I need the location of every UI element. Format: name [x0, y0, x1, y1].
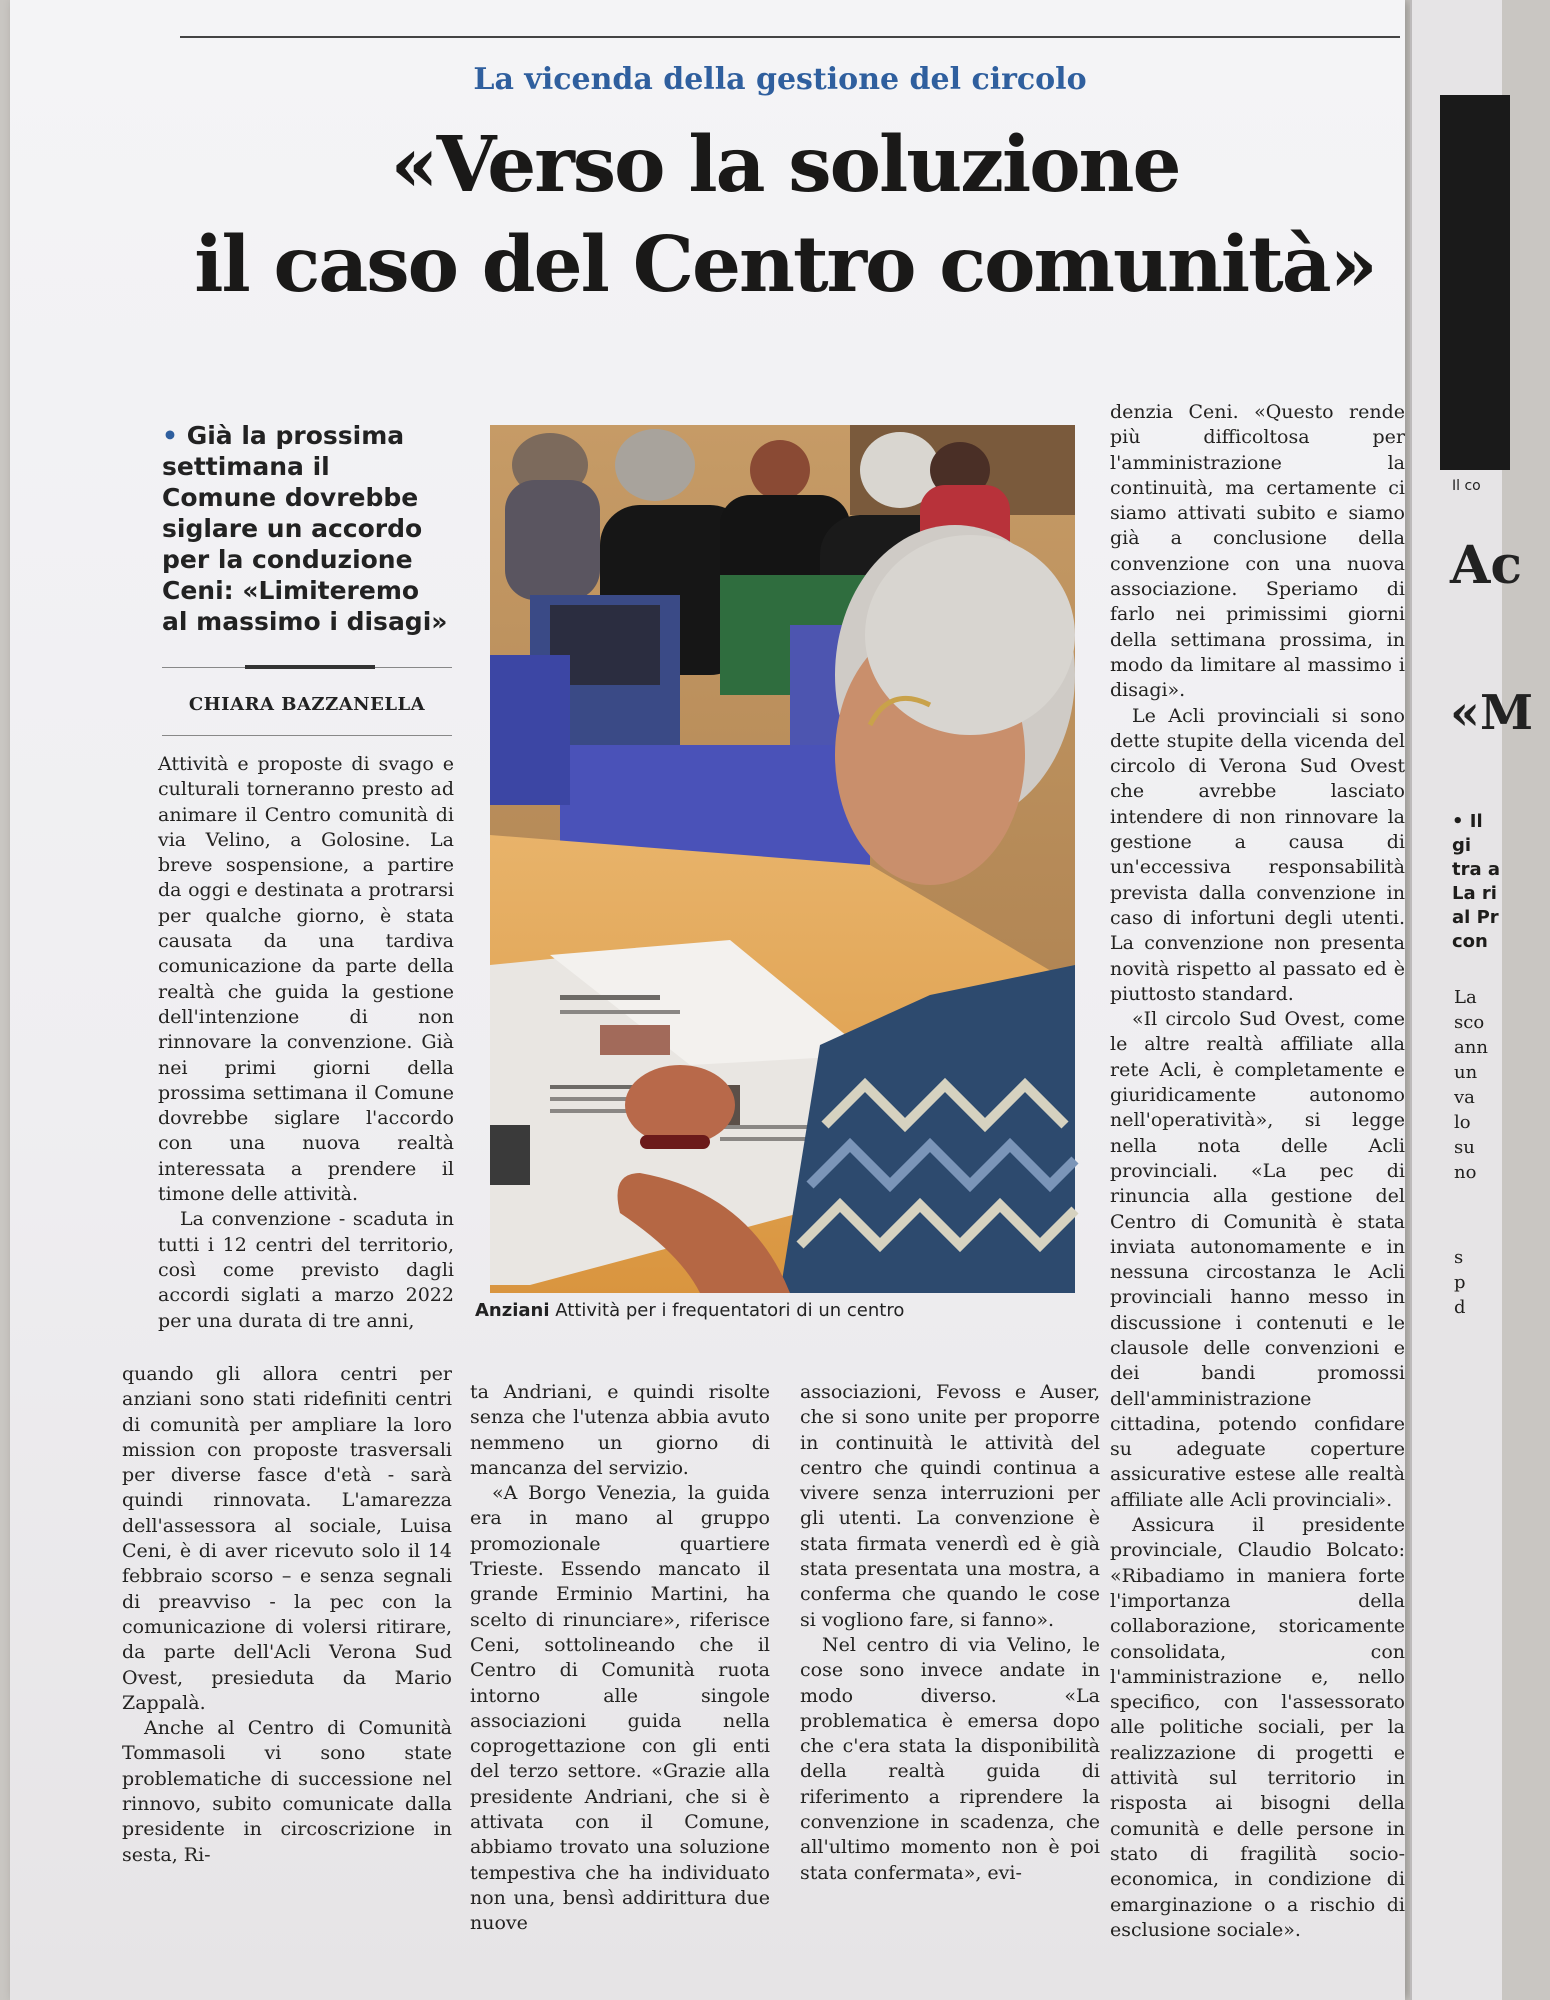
adjacent-quote: «M	[1450, 685, 1534, 741]
body-column-1-top	[158, 752, 454, 1334]
adjacent-subhead-line: con	[1452, 931, 1488, 952]
subheadline	[162, 420, 452, 637]
paragraph: Assicura il presidente provinciale, Claudio Bolcato: «Ribadiamo in maniera forte l'importanza della collaborazione, storicamente consolidata, con l'amministrazione e, nello specifico, con l'assessorato alle politiche sociali, per la realizzazione di progetti e attività sul territorio in risposta ai bisogni della comunità e delle persone in stato di fragilità socio-economica, in condizione di emarginazione o a rischio di esclusione sociale».	[1110, 1514, 1405, 1941]
adjacent-body-line: sco	[1454, 1012, 1485, 1033]
adjacent-headline: Ac	[1450, 535, 1523, 596]
adjacent-subhead-line: La ri	[1452, 883, 1497, 904]
paragraph: quando gli allora centri per anziani sono stati ridefiniti centri di comunità per ampliare la loro mission con proposte trasversali per diverse fasce d'età - sarà quindi rinnovata. L'amarezza dell'assessora al sociale, Luisa Ceni, è di aver ricevuto solo il 14 febbraio scorso – e senza segnali di preavviso - la pec con la comunicazione di volersi ritirare, da parte dell'Acli Verona Sud Ovest, presieduta da Mario Zappalà.	[122, 1363, 452, 1714]
newspaper-page	[10, 0, 1405, 2000]
headline	[160, 115, 1410, 315]
adjacent-body-line: p	[1454, 1272, 1466, 1293]
paragraph: associazioni, Fevoss e Auser, che si sono unite per proporre in continuità le attività del centro che quindi continua a vivere senza interruzioni per gli utenti. La convenzione è stata firmata venerdì ed è già stata presentata una mostra, a conferma che quando le cose si vogliono fare, si fanno».	[800, 1381, 1100, 1631]
adjacent-subhead-line: • Il gi	[1452, 811, 1483, 856]
adjacent-subhead-line: al Pr	[1452, 907, 1499, 928]
bullet-icon: •	[162, 421, 178, 450]
top-rule	[180, 36, 1400, 38]
adjacent-body-line: no	[1454, 1162, 1477, 1183]
paragraph: Anche al Centro di Comunità Tommasoli vi sono state problematiche di successione nel rinnovo, subito comunicate dalla presidente in circoscrizione in sesta, Ri-	[122, 1717, 452, 1866]
paragraph: Nel centro di via Velino, le cose sono invece andate in modo diverso. «La problematica è emersa dopo che c'era stata la disponibilità della realtà guida di riferimento a riprendere la convenzione in scadenza, che all'ultimo momento non è poi stata confermata», evi-	[800, 1633, 1100, 1884]
body-column-3	[800, 1380, 1100, 1886]
headline-line-1: «Verso la soluzione	[390, 120, 1180, 210]
caption-text: Attività per i frequentatori di un centro	[555, 1300, 905, 1321]
adjacent-body-line: un	[1454, 1062, 1478, 1083]
caption-label: Anziani	[475, 1300, 550, 1321]
paragraph: denzia Ceni. «Questo rende più difficoltosa per l'amministrazione la continuità, ma certamente ci siamo attivati subito e siamo già a conclusione della convenzione con una nuova associazione. Speriamo di farlo nei primissimi giorni della settimana prossima, in modo da limitare al massimo i disagi».	[1110, 401, 1405, 702]
paragraph: «Il circolo Sud Ovest, come le altre realtà affiliate alla rete Acli, è completamente e giuridicamente autonomo nell'operatività», si legge nella nota delle Acli provinciali. «La pec di rinuncia alla gestione del Centro di Comunità è stata inviata autonomamente e in nessuna circostanza le Acli provinciali hanno messo in discussione i contenuti e le clausole delle convenzioni e dei bandi promossi dell'amministrazione cittadina, potendo confidare su adeguate coperture assicurative estese alle realtà affiliate alle Acli provinciali».	[1110, 1008, 1405, 1511]
adjacent-body-line: d	[1454, 1297, 1466, 1318]
subheadline-text: Già la prossima settimana il Comune dovrebbe siglare un accordo per la conduzione Ceni: «Limiteremo al massimo i disagi»	[162, 421, 448, 636]
body-column-1-bottom	[122, 1362, 452, 1868]
paragraph: «A Borgo Venezia, la guida era in mano al gruppo promozionale quartiere Trieste. Essendo mancato il grande Erminio Martini, ha scelto di rinunciare», riferisce Ceni, sottolineando che il Centro di Comunità ruota intorno alle singole associazioni guida nella coprogettazione con gli enti del terzo settore. «Grazie alla presidente Andriani, che si è attivata con il Comune, abbiamo trovato una soluzione tempestiva che ha individuato non una, bensì addirittura due nuove	[470, 1482, 770, 1935]
paragraph: Le Acli provinciali si sono dette stupite della vicenda del circolo di Verona Sud Ovest che avrebbe lasciato intendere di non rinnovare la gestione a causa di un'eccessiva responsabilità prevista dalla convenzione in caso di infortuni degli utenti. La convenzione non presenta novità rispetto al passato ed è piuttosto standard.	[1110, 704, 1405, 1005]
body-column-2	[470, 1380, 770, 1937]
headline-line-2: il caso del Centro comunità»	[194, 220, 1376, 310]
adjacent-page	[1410, 0, 1534, 2000]
photo-elderly-reading-newspaper	[490, 425, 1075, 1293]
adjacent-body-line: su	[1454, 1137, 1475, 1158]
adjacent-body	[1454, 985, 1488, 1320]
adjacent-body-line: s	[1454, 1247, 1464, 1268]
adjacent-body-line: lo	[1454, 1112, 1471, 1133]
kicker: La vicenda della gestione del circolo	[473, 62, 1087, 97]
paragraph: Attività e proposte di svago e culturali torneranno presto ad animare il Centro comunità di via Velino, a Golosine. La breve sospensione, a partire da oggi e destinata a protrarsi per qualche giorno, è stata causata da una tardiva comunicazione da parte della realtà che guida la gestione dell'intenzione di non rinnovare la convenzione. Già nei primi giorni della prossima settimana il Comune dovrebbe siglare l'accordo con una nuova realtà interessata a prendere il timone delle attività.	[158, 753, 454, 1206]
adjacent-subhead	[1452, 810, 1502, 954]
divider-accent	[245, 665, 375, 669]
article-photo	[490, 425, 1075, 1293]
adjacent-photo	[1440, 95, 1510, 470]
adjacent-subhead-line: tra a	[1452, 859, 1501, 880]
photo-caption	[475, 1300, 1095, 1321]
paragraph: La convenzione - scaduta in tutti i 12 centri del territorio, così come previsto dagli accordi siglati a marzo 2022 per una durata di tre anni,	[158, 1208, 454, 1332]
paragraph: ta Andriani, e quindi risolte senza che l'utenza abbia avuto nemmeno un giorno di mancanza del servizio.	[470, 1381, 770, 1479]
adjacent-body-line: va	[1454, 1087, 1475, 1108]
byline: CHIARA BAZZANELLA	[188, 694, 426, 715]
divider	[162, 735, 452, 736]
body-column-4	[1110, 400, 1405, 1943]
adjacent-body-line: ann	[1454, 1037, 1488, 1058]
adjacent-caption: Il co	[1452, 478, 1481, 494]
adjacent-body-line: La	[1454, 987, 1477, 1008]
